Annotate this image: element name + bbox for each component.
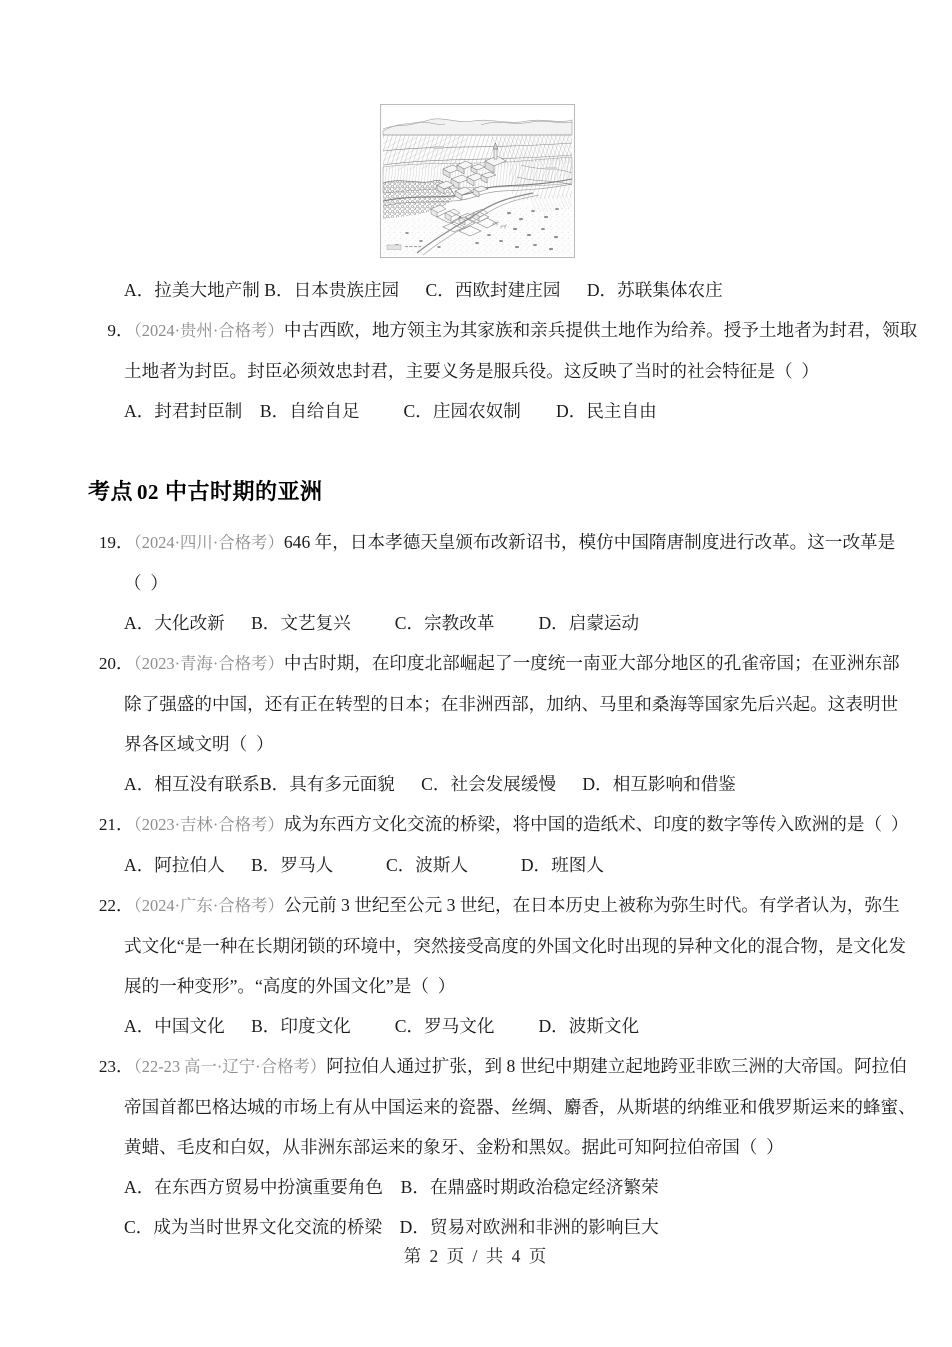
question-source: （2024·贵州·合格考） — [133, 321, 284, 340]
page-footer: 第 2 页 / 共 4 页 — [403, 1246, 549, 1266]
section-prefix: 考点 — [88, 479, 134, 504]
question-number: 19 — [98, 533, 116, 552]
question-stem: 公元前 3 世纪至公元 3 世纪，在日本历史上被称为弥生时代。有学者认为，弥生 — [283, 895, 900, 915]
question-stem-cont: 土地者为封臣。封臣必须效忠封君，主要义务是服兵役。这反映了当时的社会特征是（ ） — [124, 361, 819, 381]
question-stem-cont: 黄蜡、毛皮和白奴，从非洲东部运来的象牙、金粉和黑奴。据此可知阿拉伯帝国（ ） — [124, 1137, 784, 1157]
question-source: （2023·青海·合格考） — [133, 654, 284, 673]
question-23-first-line — [86, 1046, 907, 1087]
option-row[interactable]: A．在东西方贸易中扮演重要角色 B．在鼎盛时期政治稳定经济繁荣 — [124, 1177, 659, 1197]
question-number-dot: ． — [116, 895, 134, 915]
question-block-22 — [86, 885, 906, 1046]
question-stem-cont: 展的一种变形”。“高度的外国文化”是（ ） — [124, 976, 456, 996]
question-stem-cont: （ ） — [124, 573, 168, 593]
option-row[interactable]: A．封君封臣制 B．自给自足 C．庄园农奴制 D．民主自由 — [124, 401, 657, 421]
question-source: （2023·吉林·合格考） — [133, 815, 284, 834]
question-9-first-line — [86, 310, 918, 351]
question-source: （22-23 高一·辽宁·合格考） — [133, 1057, 327, 1076]
question-20-first-line — [86, 643, 900, 684]
question-21-first-line — [86, 804, 909, 845]
question-source: （2024·广东·合格考） — [133, 896, 284, 915]
question-number: 21 — [98, 815, 116, 834]
question-stem-cont: 除了强盛的中国，还有正在转型的日本；在非洲西部，加纳、马里和桑海等国家先后兴起。这表明世 — [124, 694, 899, 714]
question-stem: 阿拉伯人通过扩张，到 8 世纪中期建立起地跨亚非欧三洲的大帝国。阿拉伯 — [326, 1056, 907, 1076]
option-row[interactable]: A．阿拉伯人 B．罗马人 C．波斯人 D．班图人 — [124, 855, 604, 875]
section-number: 02 — [137, 480, 160, 504]
question-number-dot: ． — [116, 653, 134, 673]
question-number-dot: ． — [116, 1056, 134, 1076]
question-number-dot: ． — [116, 320, 134, 340]
question-stem: 646 年，日本孝德天皇颁布改新诏书，模仿中国隋唐制度进行改革。这一改革是 — [283, 532, 896, 552]
question-stem-cont: 帝国首都巴格达城的市场上有从中国运来的瓷器、丝绸、麝香，从斯堪的纳维亚和俄罗斯运来的蜂蜜、 — [124, 1097, 916, 1117]
question-stem: 成为东西方文化交流的桥梁，将中国的造纸术、印度的数字等传入欧洲的是（ ） — [283, 814, 909, 834]
option-row[interactable]: A．拉美大地产制 B．日本贵族庄园 C．西欧封建庄园 D．苏联集体农庄 — [124, 280, 723, 300]
question-19-first-line — [86, 522, 896, 563]
page-content — [86, 104, 918, 1247]
question-number: 20 — [98, 654, 116, 673]
figure-container — [86, 104, 868, 258]
question-number-dot: ． — [116, 814, 134, 834]
question-number: 22 — [98, 896, 116, 915]
question-number-dot: ． — [116, 532, 134, 552]
question-block — [86, 270, 868, 310]
question-number: 23 — [98, 1057, 116, 1076]
question-source: （2024·四川·合格考） — [133, 533, 284, 552]
question-stem: 中古时期，在印度北部崛起了一度统一南亚大部分地区的孔雀帝国；在亚洲东部 — [283, 653, 900, 673]
option-row[interactable]: A．大化改新 B．文艺复兴 C．宗教改革 D．启蒙运动 — [124, 613, 640, 633]
question-block-9 — [86, 310, 918, 431]
section-heading — [86, 475, 868, 506]
option-row[interactable]: A．相互没有联系B．具有多元面貌 C．社会发展缓慢 D．相互影响和借鉴 — [124, 774, 736, 794]
question-stem-cont: 界各区域文明（ ） — [124, 734, 274, 754]
question-stem: 中古西欧，地方领主为其家族和亲兵提供土地作为给养。授予土地者为封君，领取 — [283, 320, 918, 340]
question-block-19 — [86, 522, 896, 643]
question-block-23 — [86, 1046, 916, 1247]
section-title: 中古时期的亚洲 — [165, 479, 323, 504]
option-row[interactable]: A．中国文化 B．印度文化 C．罗马文化 D．波斯文化 — [124, 1016, 640, 1036]
question-22-first-line — [86, 885, 900, 926]
question-block-20 — [86, 643, 900, 804]
question-stem-cont: 式文化“是一种在长期闭锁的环境中，突然接受高度的外国文化时出现的异种文化的混合物，是文化发 — [124, 936, 906, 956]
question-number: 9 — [107, 321, 116, 340]
medieval-manor-engraving — [380, 104, 575, 258]
option-row[interactable]: C．成为当时世界文化交流的桥梁 D．贸易对欧洲和非洲的影响巨大 — [124, 1217, 659, 1237]
question-block-21 — [86, 804, 909, 885]
